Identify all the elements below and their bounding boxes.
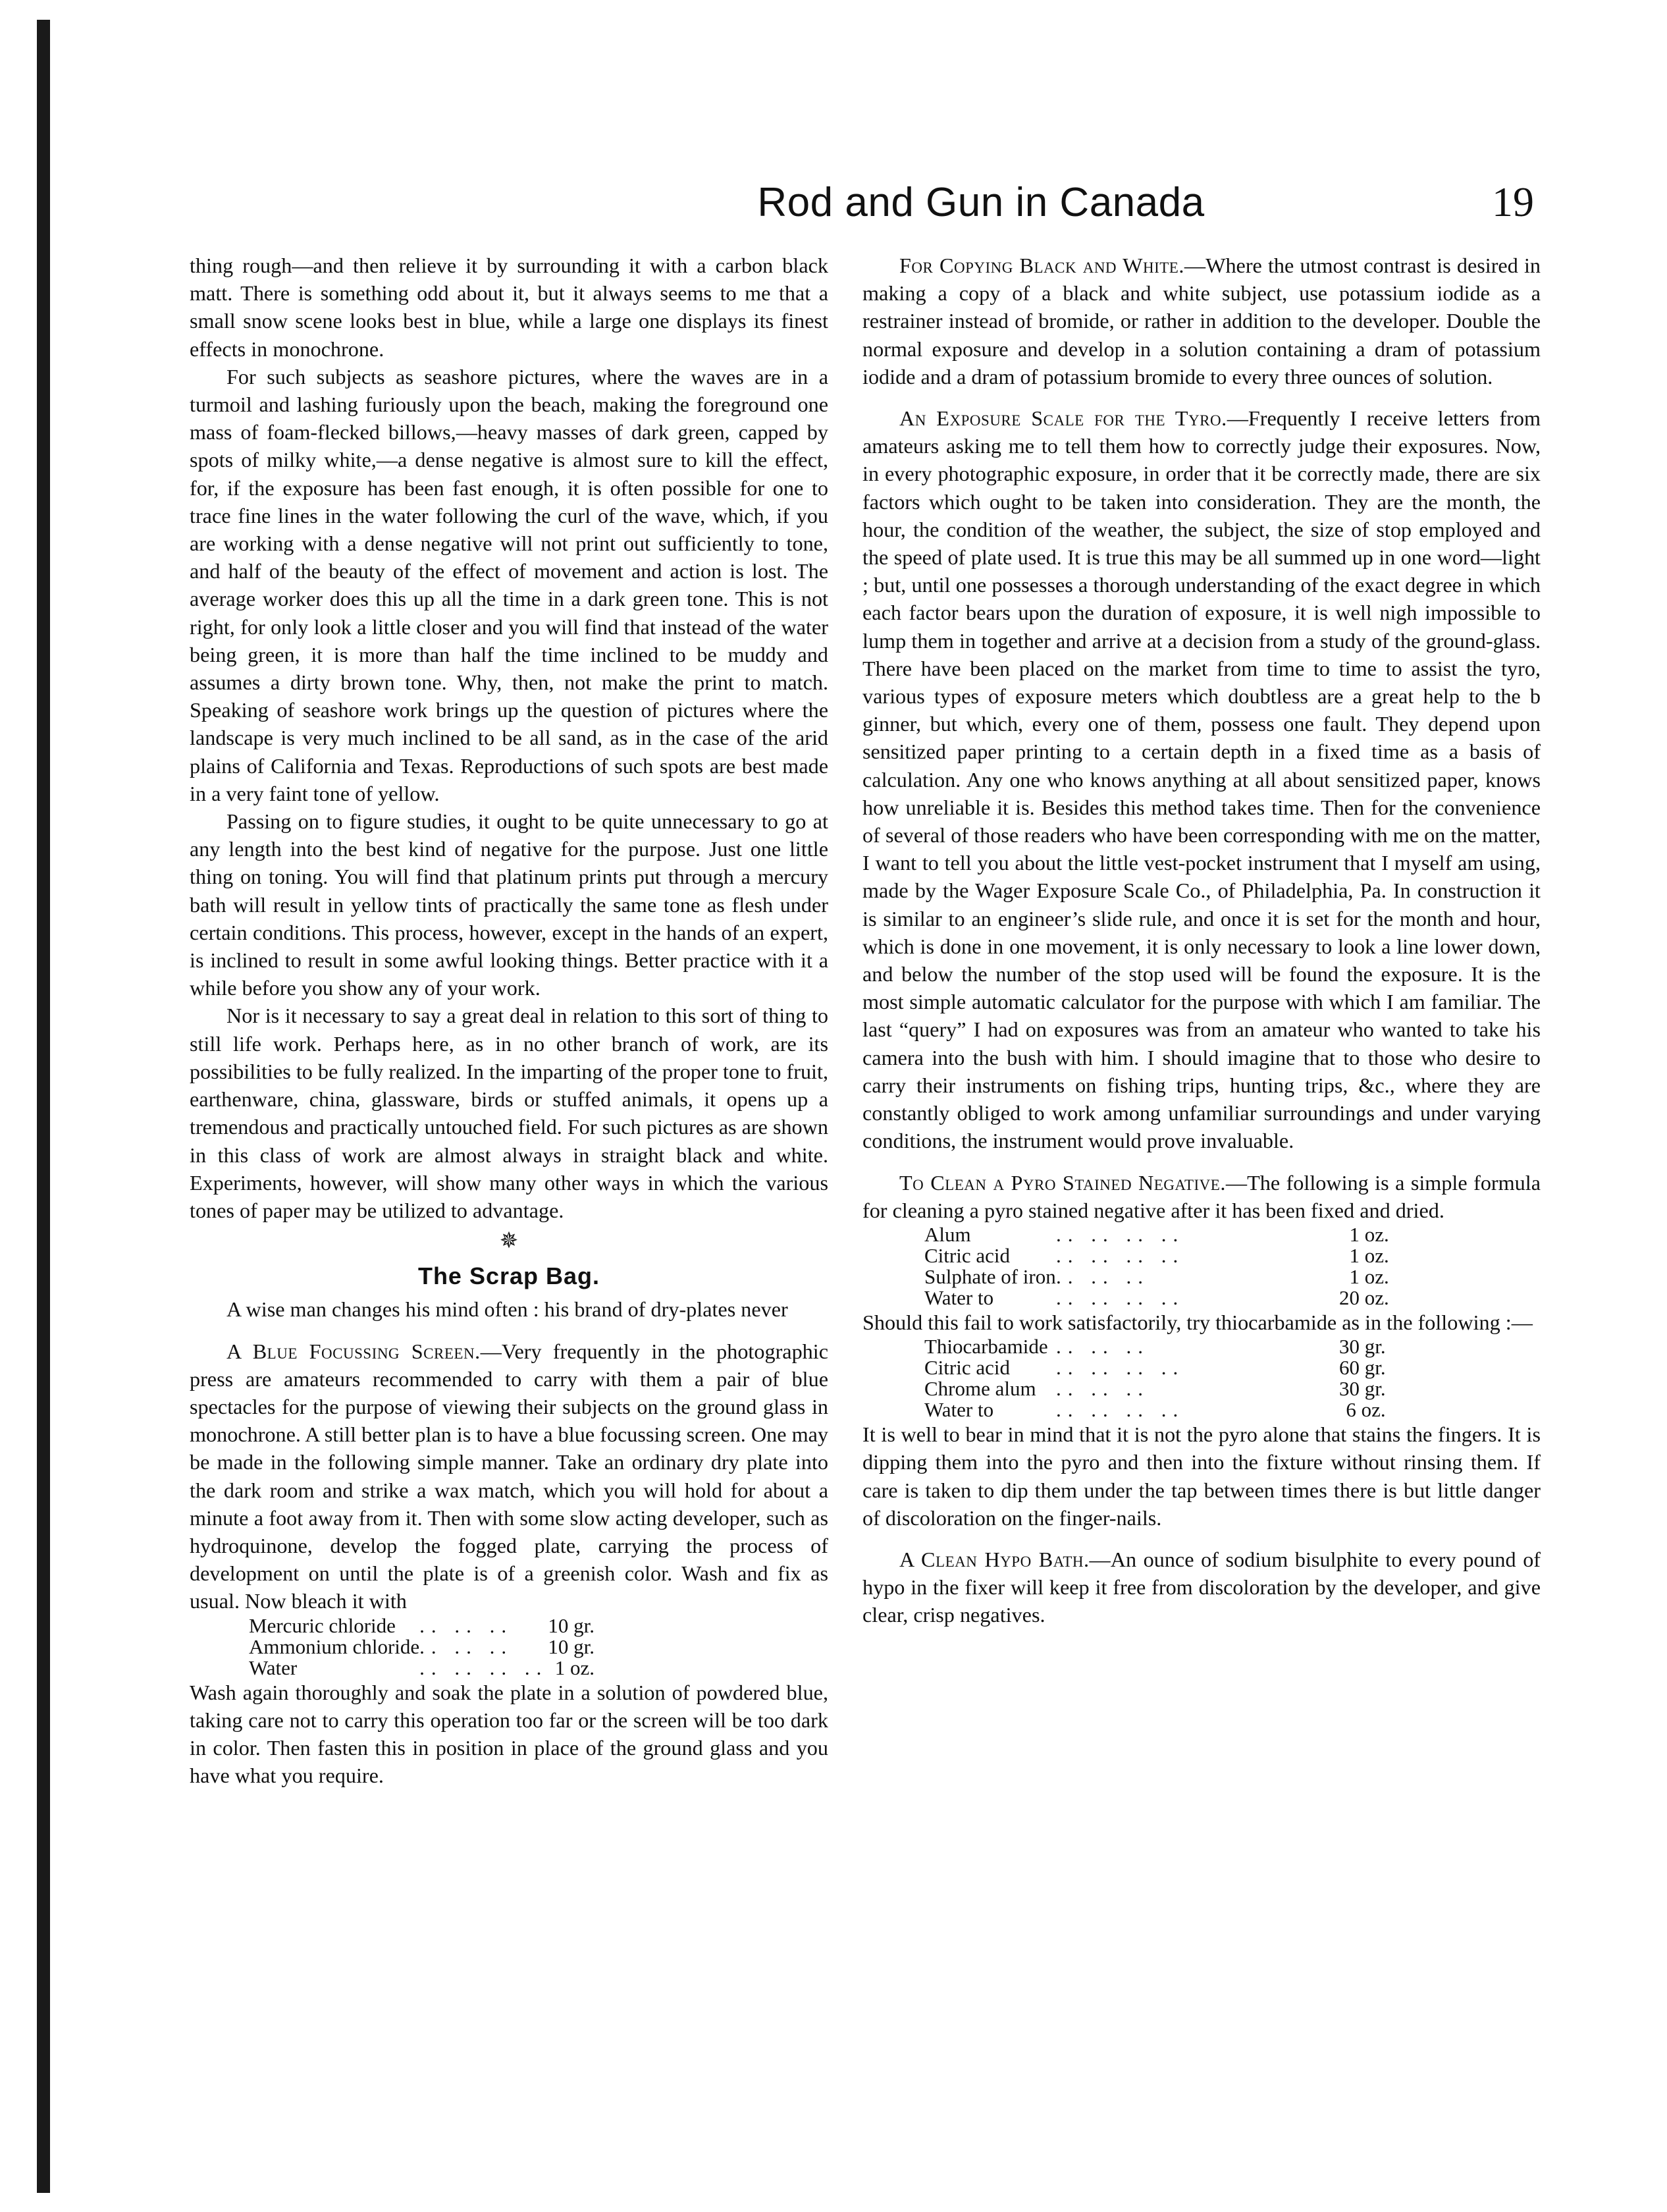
formula-row [924,1378,1386,1399]
paragraph-heading: To Clean a Pyro Stained Negative. [899,1170,1226,1195]
paragraph [862,252,1541,391]
amount: 1 oz. [554,1656,595,1679]
formula-row [924,1287,1389,1308]
formula-row [924,1245,1389,1266]
leader-dots: .. .. .. .. [1056,1222,1185,1246]
amount: 10 gr. [548,1634,595,1658]
ingredient: Alum [924,1222,971,1246]
amount: 30 gr. [1339,1377,1386,1401]
paragraph [862,404,1541,1154]
formula-row [249,1636,595,1658]
ingredient: Water to [924,1398,994,1422]
leader-dots: .. .. .. [419,1613,514,1637]
leader-dots: .. .. .. .. [419,1656,548,1679]
ingredient: Water [249,1656,298,1679]
ingredient: Ammonium chloride [249,1634,420,1658]
paragraph-heading: A Blue Focussing Screen. [226,1339,481,1363]
amount: 1 oz. [1349,1243,1389,1267]
formula-table [924,1224,1389,1308]
ingredient: Sulphate of iron [924,1264,1056,1288]
page-header [184,179,1534,238]
paragraph: Wash again thoroughly and soak the plate in a solution of powdered blue, taking care not to carry this operation too far or the screen will be too dark in color. Then fasten this in position in place of the ground glass and you have what you require. [190,1680,828,1788]
leader-dots: .. .. .. .. [1056,1398,1185,1422]
leader-dots: .. .. .. [1056,1377,1150,1401]
paragraph: It is well to bear in mind that it is not the pyro alone that stains the fingers. It is dipping them into the pyro and then into the fixture without rinsing them. If care is taken to dip them under the tap between times there is but little danger of discoloration on the finger-nails. [862,1422,1541,1530]
section-ornament: ✵ [499,1229,519,1254]
amount: 20 oz. [1339,1285,1389,1309]
running-title: Rod and Gun in Canada [757,180,1205,225]
formula-row [924,1224,1389,1245]
amount: 30 gr. [1339,1335,1386,1359]
binding-edge [37,20,50,2193]
leader-dots: .. .. .. [1056,1264,1150,1288]
ingredient: Citric acid [924,1243,1010,1267]
leader-dots: .. .. .. .. [1056,1356,1185,1380]
ingredient: Citric acid [924,1356,1010,1380]
leader-dots: .. .. .. .. [1056,1285,1185,1309]
paragraph: thing rough—and then relieve it by surrounding it with a carbon black matt. There is something odd about it, but it always seems to me that a small snow scene looks best in blue, while a large one displays its finest effects in monochrone. [190,254,828,361]
formula-table [249,1615,595,1679]
paragraph: Passing on to figure studies, it ought to be quite unnecessary to go at any length into the best kind of negative for the purpose. Just one little thing on toning. You will find that platinum prints put through a mercury bath will result in yellow tints of practically the same tone as flesh under certain conditions. This process, however, except in the hands of an expert, is inclined to result in some awful looking things. Better practice with it a while before you show any of your work. [190,809,828,1000]
paragraph-heading: For Copying Black and White. [899,254,1184,277]
ingredient: Mercuric chloride [249,1613,396,1637]
section-heading: The Scrap Bag. [417,1262,600,1290]
paragraph [862,1546,1541,1629]
paragraph: Should this fail to work satisfactorily, try thiocarbamide as in the following :— [862,1310,1533,1334]
paragraph [862,1169,1541,1224]
leader-dots: .. .. .. .. [1056,1243,1185,1267]
amount: 6 oz. [1346,1398,1386,1422]
paragraph-body: —Very frequently in the photographic press are amateurs recommended to carry with them a pair of blue spectacles for the purpose of viewing their subjects on the ground glass in monochrone. A still better plan is to have a blue focussing screen. One may be made in the following simple manner. Take an ordinary dry plate into the dark room and strike a wax match, which you will hold for about a minute a foot away from it. Then with some slow acting developer, such as hydroquinone, develop the fogged plate, carrying the process of development on until the plate is of a greenish color. Wash and fix as usual. Now bleach it with [190,1339,828,1613]
amount: 60 gr. [1339,1356,1386,1380]
amount: 1 oz. [1349,1264,1389,1288]
paragraph [190,1337,828,1615]
paragraph-body: —The following is a simple formula for cleaning a pyro stained negative after it has been fixed and dried. [862,1170,1541,1222]
paragraph: A wise man changes his mind often : his brand of dry-plates never [226,1297,788,1322]
leader-dots: .. .. .. [1056,1335,1150,1359]
page-number: 19 [1492,178,1534,225]
ingredient: Water to [924,1285,994,1309]
amount: 10 gr. [548,1613,595,1637]
formula-row [924,1399,1386,1420]
paragraph-heading: An Exposure Scale for the Tyro. [899,406,1227,431]
formula-row [249,1658,595,1679]
right-column [862,252,1541,1629]
paragraph: For such subjects as seashore pictures, where the waves are in a turmoil and lashing furiously upon the beach, making the foreground one mass of foam-flecked billows,—heavy masses of dark green, capped by spots of milky white,—a dense negative is almost sure to kill the effect, for, if the exposure has been fast enough, it is often possible for one to trace fine lines in the water following the curl of the wave, which, if you are working with a dense negative will not print out sufficiently to tone, and half of the beauty of the effect of movement and action is lost. The average worker does this up all the time in a dark green tone. This is not right, for only look a little closer and you will find that instead of the water being green, it is more than half the time inclined to be muddy and assumes a dirty brown tone. Why, then, not make the print to match. Speaking of seashore work brings up the question of pictures where the landscape is very much inclined to be all sand, as in the case of the arid plains of California and Texas. Reproductions of such spots are best made in a very faint tone of yellow. [190,364,828,805]
paragraph-body: —Frequently I receive letters from amateurs asking me to tell them how to correctly judge their exposures. Now, in every photographic exposure, in order that it be correctly made, there are six factors which ought to be taken into consideration. They are the month, the hour, the condition of the weather, the subject, the size of stop employed and the speed of plate used. It is true this may be all summed up in one word—light ; but, until one possesses a thorough understanding of the exact degree in which each factor bears upon the duration of exposure, it is well nigh impossible to lump them in together and arrive at a decision from a study of the ground-glass. There have been placed on the market from time to time to assist the tyro, various types of exposure meters which doubtless are a great help to the b ginner, but which, every one of them, possess one fault. They depend upon sensitized paper printing to a certain depth in a fixed time as a basis of calculation. Any one who knows anything at all about sensitized paper, knows how unreliable it is. Besides this method takes time. Then for the convenience of several of those readers who have been corresponding with me on the matter, I want to tell you about the little vest-pocket instrument that I myself am using, made by the Wager Exposure Scale Co., of Philadelphia, Pa. In construction it is similar to an engineer’s slide rule, and once it is set for the month and hour, which is done in one movement, it is only necessary to look a line lower down, and below the number of the stop used will be found the exposure. It is the most simple automatic calculator for the purpose with which I am familiar. The last “query” I had on exposures was from an amateur who wanted to take his camera into the bush with him. I should imagine that to those who desire to carry their instruments on fishing trips, hunting trips, &c., where they are constantly obliged to work among unfamiliar surroundings and under varying conditions, the instrument would prove invaluable. [862,406,1541,1153]
formula-row [249,1615,595,1636]
paragraph-body: —Where the utmost contrast is desired in making a copy of a black and white subject, use potassium iodide as a restrainer instead of bromide, or rather in addition to the developer. Double the normal exposure and develop in a solution containing a dram of potassium iodide and a dram of potassium bromide to every three ounces of solution. [862,254,1541,389]
paragraph-body: —An ounce of sodium bisulphite to every pound of hypo in the fixer will keep it free from discoloration by the developer, and give clear, crisp negatives. [862,1547,1541,1627]
ingredient: Thiocarbamide [924,1335,1048,1359]
amount: 1 oz. [1349,1222,1389,1246]
formula-row [924,1336,1386,1357]
ingredient: Chrome alum [924,1377,1036,1401]
paragraph: Nor is it necessary to say a great deal in relation to this sort of thing to still life work. Perhaps here, as in no other branch of work, are its possibilities to be fully realized. In the imparting of the proper tone to fruit, earthenware, china, glassware, birds or stuffed animals, it opens up a tremendous and practically untouched field. For such pictures as are shown in this class of work are almost always in straight black and white. Experiments, however, will show many other ways in which the various tones of paper may be utilized to advantage. [190,1004,828,1222]
formula-table [924,1336,1386,1420]
left-column [190,252,828,1789]
leader-dots: .. .. .. [419,1634,514,1658]
paragraph-heading: A Clean Hypo Bath. [899,1547,1090,1571]
formula-row [924,1266,1389,1287]
formula-row [924,1357,1386,1378]
